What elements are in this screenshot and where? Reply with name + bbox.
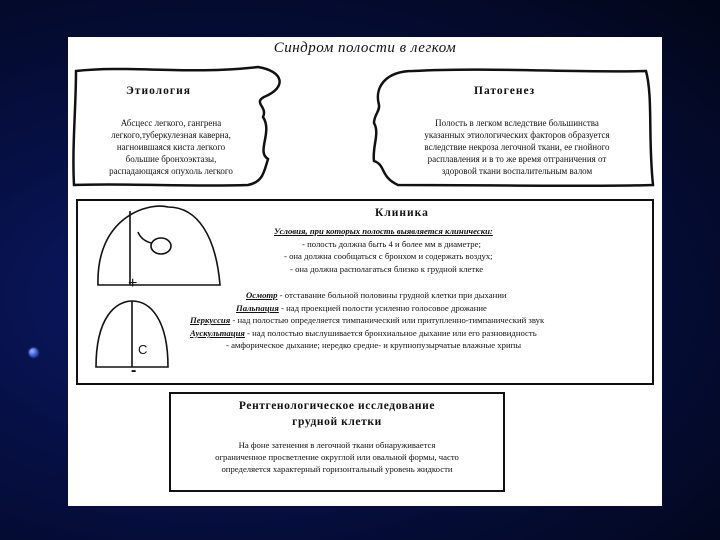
finding-row (190, 327, 650, 340)
clinic-conditions (274, 225, 644, 275)
xray-line: ограниченное просветление округлой или овальной формы, часто (215, 452, 459, 462)
clinic-findings (190, 289, 650, 352)
etiology-line: Абсцесс легкого, гангрена (120, 118, 222, 128)
pathogenesis-line: Полость в легком вследствие большинства (435, 118, 599, 128)
etiology-line: большие бронхоэктазы, (125, 154, 217, 164)
etiology-line: распадающаяся опухоль легкого (109, 166, 233, 176)
condition-item: - она должна сообщаться с бронхом и содержать воздух; (284, 251, 493, 262)
slide-title: Синдром полости в легком (273, 40, 457, 56)
conditions-title: Условия, при которых полость выявляется клинически: (274, 226, 493, 236)
slide-bullet (29, 348, 38, 357)
xray-text (172, 439, 502, 475)
xray-heading-line: Рентгенологическое исследование (238, 400, 436, 412)
pathogenesis-line: расплавления и в то же время отграничения от (427, 154, 607, 164)
finding-row (190, 339, 650, 352)
finding-text: - над проекцией полости усиленно голосовое дрожание (278, 302, 487, 313)
xray-line: определяется характерный горизонтальный уровень жидкости (221, 464, 453, 474)
finding-row (190, 314, 650, 327)
finding-term: Перкуссия (190, 315, 231, 326)
condition-item: - полость должна быть 4 и более мм в диаметре; (302, 238, 481, 249)
finding-row (190, 289, 650, 302)
pathogenesis-line: вследствие некроза легочной ткани, ее гнойного (424, 142, 610, 152)
c-label: С (138, 342, 148, 357)
etiology-line: нагноившаяся киста легкого (116, 142, 226, 152)
xray-heading-line: грудной клетки (292, 416, 382, 428)
pathogenesis-line: здоровой ткани воспалительным валом (441, 166, 593, 176)
finding-text: - амфорическое дыхание; нередко средне- и крупнопузырчатые влажные хрипы (226, 340, 522, 351)
clinic-heading: Клиника (375, 207, 429, 219)
finding-term: Пальпация (236, 302, 279, 313)
xray-line: На фоне затенения в легочной ткани обнаруживается (238, 440, 436, 450)
minus-sign: - (131, 362, 137, 379)
slide (68, 37, 662, 506)
pathogenesis-text (386, 117, 648, 177)
finding-term: Осмотр (246, 290, 278, 300)
finding-term: Аускультация (190, 327, 245, 338)
finding-text: - отставание больной половины грудной клетки при дыхании (277, 290, 507, 300)
condition-item: - она должна располагаться близко к грудной клетке (290, 263, 484, 274)
plus-sign: + (128, 275, 138, 292)
etiology-text (78, 117, 264, 177)
finding-row (190, 302, 650, 315)
xray-heading (169, 398, 505, 430)
finding-text: - над полостью выслушивается бронхиальное дыхание или его разновидность (244, 327, 537, 338)
pathogenesis-line: указанных этиологических факторов образуется (424, 130, 610, 140)
pathogenesis-heading: Патогенез (474, 85, 536, 97)
etiology-line: легкого,туберкулезная каверна, (111, 130, 231, 140)
etiology-heading: Этиология (126, 85, 191, 97)
finding-text: - над полостью определяется тимпанический или притупленно-тимпанический звук (230, 315, 545, 326)
